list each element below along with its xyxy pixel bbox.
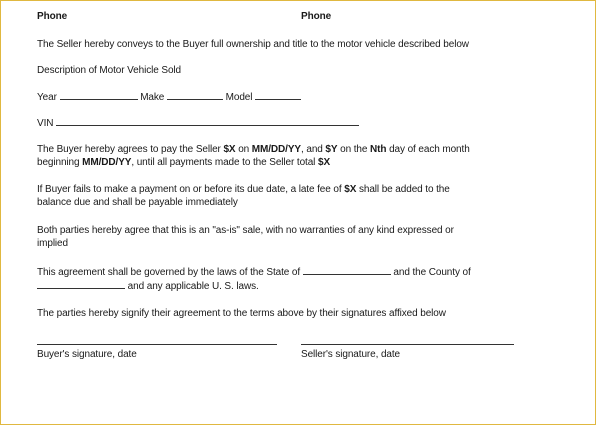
seller-signature-label: Seller's signature, date: [301, 349, 401, 360]
county-field[interactable]: [37, 279, 125, 289]
late-fee-text: If Buyer fails to make a payment on or before its due date, a late fee of: [37, 184, 345, 195]
vin-label: VIN: [37, 118, 54, 129]
late-fee-paragraph-line1: [37, 183, 450, 196]
seller-signature-line[interactable]: [301, 344, 514, 345]
payment-paragraph-line2: [37, 156, 330, 169]
make-label: Make: [140, 92, 165, 103]
model-field[interactable]: [255, 90, 301, 100]
vin-line: [37, 116, 359, 130]
governed-text: and any applicable U. S. laws.: [125, 281, 259, 292]
buyer-signature-label: Buyer's signature, date: [37, 349, 137, 360]
year-label: Year: [37, 92, 57, 103]
governed-text: and the County of: [390, 267, 471, 278]
model-label: Model: [225, 92, 253, 103]
payment-text: on: [235, 144, 252, 155]
payment-amount-1: $X: [223, 144, 236, 155]
governed-text: This agreement shall be governed by the laws of the State of: [37, 267, 303, 278]
vin-field[interactable]: [56, 116, 359, 126]
phone-label-right: Phone: [301, 11, 332, 22]
payment-paragraph-line1: [37, 143, 470, 156]
as-is-paragraph-line1: Both parties hereby agree that this is an "as-is" sale, with no warranties of any kind expressed or: [37, 225, 454, 236]
payment-nth-day: Nth: [370, 144, 387, 155]
payment-date-1: MM/DD/YY: [251, 144, 301, 155]
payment-text: day of each month: [386, 144, 470, 155]
as-is-paragraph-line2: implied: [37, 238, 68, 249]
phone-label-left: Phone: [37, 11, 68, 22]
year-field[interactable]: [60, 90, 138, 100]
state-field[interactable]: [303, 265, 391, 275]
late-fee-text: shall be added to the: [356, 184, 450, 195]
conveys-paragraph: The Seller hereby conveys to the Buyer full ownership and title to the motor vehicle described below: [37, 39, 469, 50]
late-fee-amount: $X: [344, 184, 357, 195]
late-fee-paragraph-line2: balance due and shall be payable immediately: [37, 197, 238, 208]
payment-text: beginning: [37, 157, 83, 168]
payment-amount-2: $Y: [325, 144, 338, 155]
vehicle-details-line: [37, 90, 301, 104]
payment-total-amount: $X: [317, 157, 331, 168]
governed-paragraph-line1: [37, 265, 471, 279]
payment-date-2: MM/DD/YY: [82, 157, 132, 168]
governed-paragraph-line2: [37, 279, 259, 293]
signify-paragraph: The parties hereby signify their agreement to the terms above by their signatures affixed below: [37, 308, 446, 319]
payment-text: on the: [337, 144, 371, 155]
payment-text: , and: [301, 144, 326, 155]
buyer-signature-line[interactable]: [37, 344, 277, 345]
payment-text: The Buyer hereby agrees to pay the Seller: [37, 144, 224, 155]
vehicle-description-label: Description of Motor Vehicle Sold: [37, 65, 181, 76]
make-field[interactable]: [167, 90, 223, 100]
payment-text: , until all payments made to the Seller total: [131, 157, 318, 168]
